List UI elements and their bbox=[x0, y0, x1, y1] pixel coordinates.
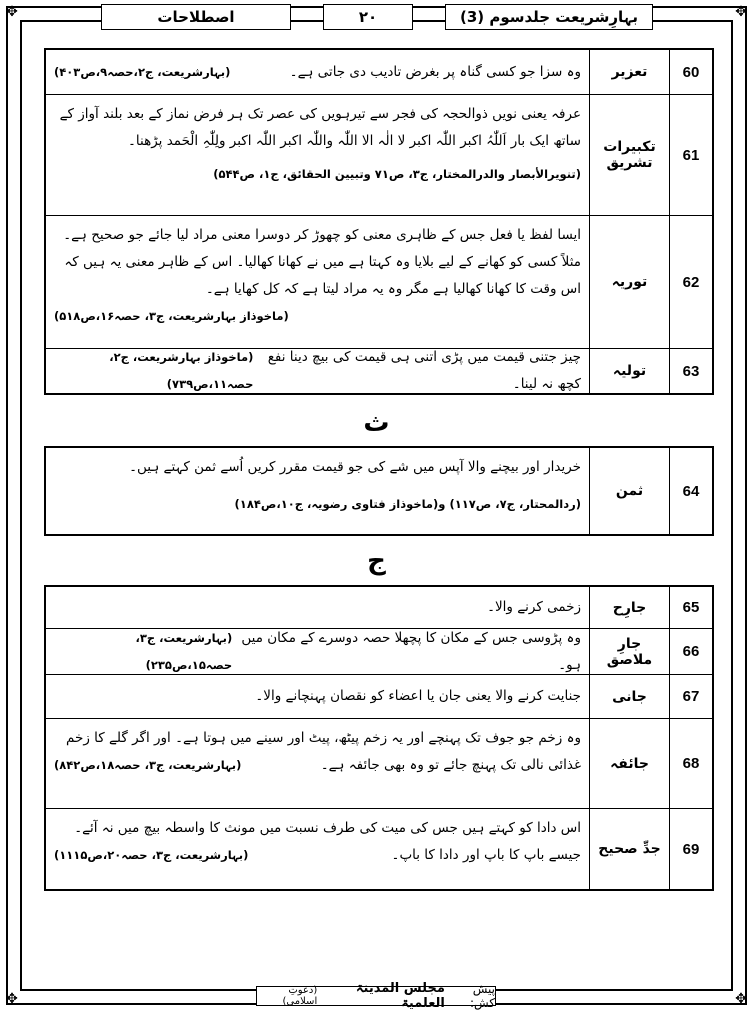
entry-definition bbox=[46, 587, 589, 628]
table-row bbox=[46, 216, 712, 349]
entry-definition bbox=[46, 809, 589, 889]
reference: (بہارشریعت، ج۳، حصہ۱۵،ص۲۳۵) bbox=[135, 630, 233, 672]
table-row bbox=[46, 629, 712, 675]
entry-number: 68 bbox=[669, 719, 712, 808]
entry-definition bbox=[46, 448, 589, 534]
entry-term: توریہ bbox=[589, 216, 669, 348]
definition-text: جنایت کرنے والا یعنی جان یا اعضاء کو نقصان پہنچانے والا۔ bbox=[255, 688, 581, 704]
reference: (ماخوذاز بہارشریعت، ج۳، حصہ۱۶،ص۵۱۸) bbox=[54, 309, 289, 323]
corner-ornament-icon: ✥ bbox=[6, 991, 18, 1007]
entry-term: جارِ ملاصق bbox=[589, 629, 669, 674]
page-header bbox=[100, 4, 653, 30]
entry-definition bbox=[46, 349, 589, 393]
entry-number: 62 bbox=[669, 216, 712, 348]
table-row bbox=[46, 719, 712, 809]
entry-definition bbox=[46, 95, 589, 215]
footer-prefix: پیش کش: bbox=[469, 982, 495, 1010]
entry-number: 61 bbox=[669, 95, 712, 215]
entry-term: تکبیرات تشریق bbox=[589, 95, 669, 215]
definition-text: چیز جتنی قیمت میں پڑی اتنی ہی قیمت کی بیچ دینا نفع کچھ نہ لینا۔ bbox=[267, 349, 581, 392]
definition-text: وہ زخم جو جوف تک پہنچے اور یہ زخم پیٹھ، پیٹ اور سینے میں ہوتا ہے۔ اور اگر گلے کا زخم غذائی نالی تک پہنچ جائے تو وہ بھی جائفہ ہے۔ bbox=[66, 730, 581, 773]
section-title: اصطلاحات bbox=[101, 4, 291, 30]
letter-heading-tha: ث bbox=[363, 408, 390, 438]
definition-text: عرفہ یعنی نویں ذوالحجہ کی فجر سے تیرہویں کی عصر تک ہر فرض نماز کے بعد بلند آواز کے ساتھ ایک بار اَللّٰہُ اکبر اللّٰہ اکبر لا الٰہ الا اللّٰہ واللّٰہ اکبر اللّٰہ اکبر ولِلّٰہِ الْحَمد پڑھنا۔ bbox=[59, 106, 581, 149]
reference: (ماخوذاز بہارشریعت، ج۲، حصہ۱۱،ص۷۳۹) bbox=[109, 350, 254, 391]
reference: (بہارشریعت، ج۳، حصہ۱۸،ص۸۴۲) bbox=[54, 758, 242, 772]
corner-ornament-icon: ✥ bbox=[735, 4, 747, 20]
entry-number: 67 bbox=[669, 675, 712, 718]
glossary-table-jeem bbox=[44, 585, 714, 891]
entry-term: جائفہ bbox=[589, 719, 669, 808]
table-row bbox=[46, 95, 712, 216]
entry-definition bbox=[46, 50, 589, 94]
table-row bbox=[46, 349, 712, 393]
letter-heading-jeem: ج bbox=[367, 546, 386, 576]
page-footer bbox=[256, 981, 496, 1011]
definition-text: ایسا لفظ یا فعل جس کے ظاہری معنی کو چھوڑ کر دوسرا معنی مراد لیا جائے جو صحیح ہے۔ مثلاً کسی کو کھانے کے لیے بلایا وہ کہتا ہے میں نے کھانا کھالیا۔ اس کے ظاہر معنی یہ ہیں کہ اس وقت کا کھانا کھالیا ہے مگر وہ یہ مراد لیتا ہے کہ کل کھایا ہے۔ bbox=[63, 227, 581, 297]
page-number: ۲۰ bbox=[323, 4, 413, 30]
entry-number: 69 bbox=[669, 809, 712, 889]
book-title: بہارِشریعت جلدسوم (3) bbox=[445, 4, 653, 30]
table-row bbox=[46, 50, 712, 95]
entry-term: جانی bbox=[589, 675, 669, 718]
corner-ornament-icon: ✥ bbox=[6, 4, 18, 20]
entry-number: 65 bbox=[669, 587, 712, 628]
entry-number: 64 bbox=[669, 448, 712, 534]
reference: (ردالمحتار، ج۷، ص۱۱۷) و(ماخوذاز فتاوی رضویہ، ج۱۰،ص۱۸۴) bbox=[234, 497, 581, 511]
definition-text: وہ سزا جو کسی گناہ پر بغرض تادیب دی جاتی ہے۔ bbox=[289, 63, 581, 80]
entry-definition bbox=[46, 629, 589, 674]
corner-ornament-icon: ✥ bbox=[735, 991, 747, 1007]
table-row bbox=[46, 448, 712, 534]
entry-term: تعزیر bbox=[589, 50, 669, 94]
glossary-table-ta bbox=[44, 48, 714, 395]
entry-number: 66 bbox=[669, 629, 712, 674]
entry-term: ثمن bbox=[589, 448, 669, 534]
entry-term: جدِّ صحیح bbox=[589, 809, 669, 889]
entry-number: 63 bbox=[669, 349, 712, 393]
entry-term: تولیہ bbox=[589, 349, 669, 393]
definition-text: زخمی کرنے والا۔ bbox=[487, 599, 581, 615]
table-row bbox=[46, 587, 712, 629]
reference: (بہارشریعت، ج۳، حصہ۲۰،ص۱۱۱۵) bbox=[54, 848, 249, 862]
entry-definition bbox=[46, 719, 589, 808]
entry-term: جارِح bbox=[589, 587, 669, 628]
definition-text: وہ پڑوسی جس کے مکان کا پچھلا حصہ دوسرے کے مکان میں ہو۔ bbox=[241, 629, 581, 673]
reference: (تنویرالأبصار والدرالمختار، ج۳، ص۷۱ وتبیین الحقائق، ج۱، ص۵۴۴) bbox=[213, 167, 581, 181]
entry-number: 60 bbox=[669, 50, 712, 94]
entry-definition bbox=[46, 675, 589, 718]
table-row bbox=[46, 675, 712, 719]
glossary-table-tha bbox=[44, 446, 714, 536]
definition-text: اس دادا کو کہتے ہیں جس کی میت کی طرف نسبت میں مونث کا واسطہ بیچ میں نہ آئے۔ جیسے باپ کا باپ اور دادا کا باپ۔ bbox=[74, 820, 581, 863]
entry-definition bbox=[46, 216, 589, 348]
footer-note: (دعوتِ اسلامی) bbox=[282, 985, 318, 1007]
definition-text: خریدار اور بیچنے والا آپس میں شے کی جو قیمت مقرر کریں اُسے ثمن کہتے ہیں۔ bbox=[129, 459, 581, 475]
reference: (بہارشریعت، ج۲،حصہ۹،ص۴۰۳) bbox=[54, 64, 231, 79]
footer-org: مجلس المدینۃ العلمیۃ bbox=[355, 981, 445, 1011]
table-row bbox=[46, 809, 712, 889]
